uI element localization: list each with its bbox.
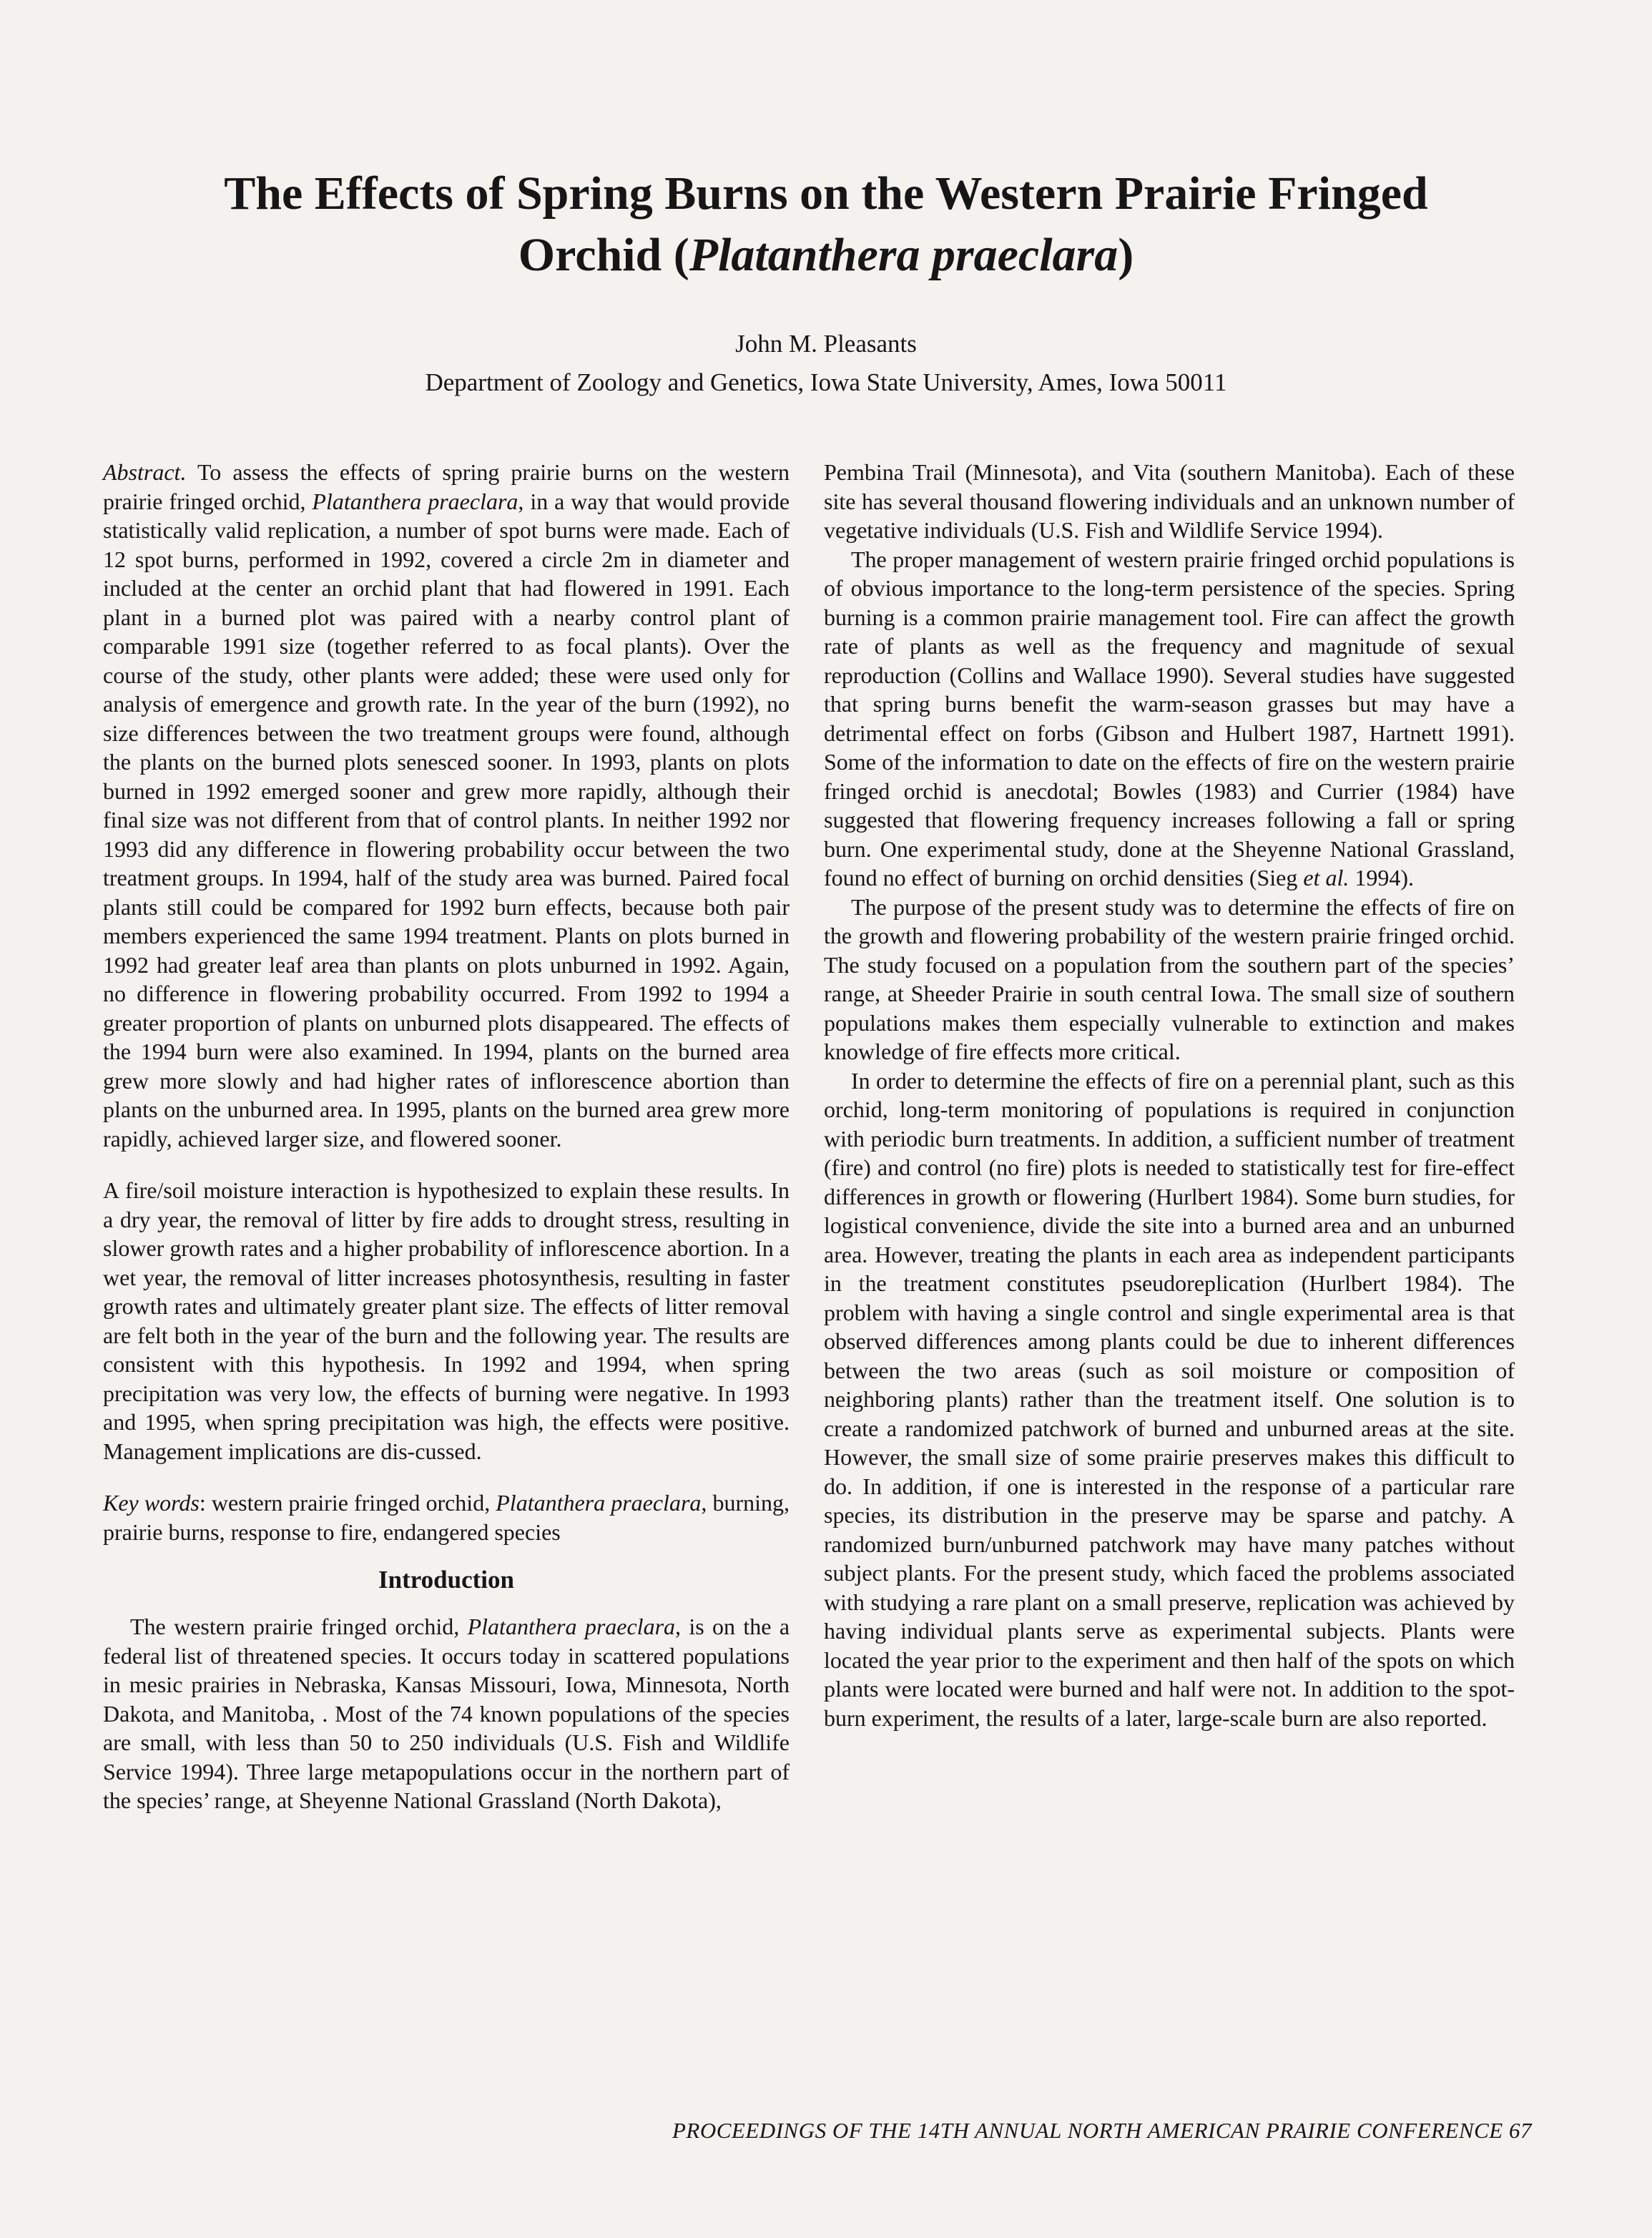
right-column (824, 458, 1515, 1732)
introduction-paragraph-1: The western prairie fringed orchid, Platanthera praeclara, is on the a federal list of threatened species. It occurs today in scattered populations in mesic prairies in Nebraska, Kansas Missouri, Iowa, Minnesota, North Dakota, and Manitoba, . Most of the 74 known populations of the species are small, with less than 50 to 250 individuals (U.S. Fish and Wildlife Service 1994). Three large metapopulations occur in the northern part of the species’ range, at Sheyenne National Grassland (North Dakota), (103, 1614, 790, 1813)
introduction-paragraph-4: In order to determine the effects of fire on a perennial plant, such as this orchid, long-term monitoring of populations is required in conjunction with periodic burn treatments. In addition, a sufficient number of treatment (fire) and control (no fire) plots is needed to statistically test for fire-effect differences in growth or flowering (Hurlbert 1984). Some burn studies, for logistical convenience, divide the site into a burned area and an unburned area. However, treating the plants in each area as independent participants in the treatment constitutes pseudoreplication (Hurlbert 1984). The problem with having a single control and single experimental area is that observed differences among plants could be due to inherent differences between the two areas (such as soil moisture or composition of neighboring plants) rather than the treatment itself. One solution is to create a randomized patchwork of burned and unburned areas at the site. However, the small size of some prairie preserves makes this difficult to do. In addition, if one is interested in the response of a particular rare species, its distribution in the preserve may be sparse and patchy. A randomized burn/unburned patchwork may have many patches without subject plants. For the present study, which faced the problems associated with studying a rare plant on a small preserve, replication was achieved by having individual plants serve as experimental subjects. Plants were located the year prior to the experiment and then half of the spots on which plants were located were burned and half were not. In addition to the spot-burn experiment, the results of a later, large-scale burn are also reported. (824, 1067, 1515, 1731)
keywords: Key words: western prairie fringed orchid, Platanthera praeclara, burning, prairie burns, response to fire, endangered species (103, 1490, 790, 1545)
author-name: John M. Pleasants (735, 330, 917, 358)
abstract-species: Platanthera praeclara (312, 488, 518, 514)
abstract-paragraph-2: A fire/soil moisture interaction is hypothesized to explain these results. In a dry year, the removal of litter by fire adds to drought stress, resulting in slower growth rates and a higher probability of inflorescence abortion. In a wet year, the removal of litter increases photosynthesis, resulting in faster growth rates and ultimately greater plant size. The effects of litter removal are felt both in the year of the burn and the following year. The results are consistent with this hypothesis. In 1992 and 1994, when spring precipitation was very low, the effects of burning were negative. In 1993 and 1995, when spring precipitation was high, the effects were positive. Management implications are dis-cussed. (103, 1177, 790, 1464)
keywords-label: Key words (103, 1490, 200, 1516)
page-footer (672, 2117, 1532, 2144)
introduction-paragraph-2: The proper management of western prairie fringed orchid populations is of obvious importance to the long-term persistence of the species. Spring burning is a common prairie management tool. Fire can affect the growth rate of plants as well as the frequency and magnitude of sexual reproduction (Collins and Wallace 1990). Several studies have suggested that spring burns benefit the warm-season grasses but may have a detrimental effect on forbs (Gibson and Hulbert 1987, Hartnett 1991). Some of the information to date on the effects of fire on the western prairie fringed orchid is anecdotal; Bowles (1983) and Currier (1984) have suggested that flowering frequency increases following a fall or spring burn. One experimental study, done at the Sheyenne National Grassland, found no effect of burning on orchid densities (Sieg et al. 1994). (824, 546, 1515, 890)
keywords-species: Platanthera praeclara (496, 1490, 702, 1516)
introduction-paragraph-1-continued: Pembina Trail (Minnesota), and Vita (southern Manitoba). Each of these site has several thousand flowering individuals and an unknown number of vegetative individuals (U.S. Fish and Wildlife Service 1994). (824, 459, 1515, 543)
title-line-2 (518, 229, 1134, 281)
title-line-2-plain: Orchid ( (518, 229, 689, 281)
page-number: 67 (1509, 2118, 1532, 2143)
running-title: PROCEEDINGS OF THE 14TH ANNUAL NORTH AMERICAN PRAIRIE CONFERENCE (672, 2118, 1503, 2143)
introduction-heading: Introduction (378, 1566, 514, 1594)
introduction-species: Platanthera praeclara (467, 1614, 676, 1639)
author-affiliation: Department of Zoology and Genetics, Iowa State University, Ames, Iowa 50011 (425, 368, 1227, 396)
title-line-1: The Effects of Spring Burns on the Western Prairie Fringed (224, 167, 1428, 220)
introduction-paragraph-3: The purpose of the present study was to determine the effects of fire on the growth and flowering probability of the western prairie fringed orchid. The study focused on a population from the southern part of the species’ range, at Sheeder Prairie in south central Iowa. The small size of southern populations makes them especially vulnerable to extinction and makes knowledge of fire effects more critical. (824, 893, 1515, 1064)
paper-title (0, 163, 1652, 286)
left-column (103, 458, 790, 1815)
title-line-2-end: ) (1118, 229, 1134, 281)
title-species: Platanthera praeclara (689, 229, 1118, 281)
et-al: et al. (1303, 865, 1349, 890)
abstract-label: Abstract. (103, 459, 187, 485)
abstract-paragraph-1: Abstract. To assess the effects of spring prairie burns on the western prairie fringed orchid, Platanthera praeclara, in a way that would provide statistically valid replication, a number of spot burns were made. Each of 12 spot burns, performed in 1992, covered a circle 2m in diameter and included at the center an orchid plant that had flowered in 1991. Each plant in a burned plot was paired with a nearby control plant of comparable 1991 size (together referred to as focal plants). Over the course of the study, other plants were added; these were used only for analysis of emergence and growth rate. In the year of the burn (1992), no size differences between the two treatment groups were found, although the plants on the burned plots senesced sooner. In 1993, plants on plots burned in 1992 emerged sooner and grew more rapidly, although their final size was not different from that of control plants. In neither 1992 nor 1993 did any difference in flowering probability occur between the two treatment groups. In 1994, half of the study area was burned. Paired focal plants still could be compared for 1992 burn effects, because both pair members experienced the same 1994 treatment. Plants on plots burned in 1992 had greater leaf area than plants on plots unburned in 1992. Again, no difference in flowering probability occurred. From 1992 to 1994 a greater proportion of plants on unburned plots disappeared. The effects of the 1994 burn were also examined. In 1994, plants on the burned area grew more slowly and had higher rates of inflorescence abortion than plants on the unburned area. In 1995, plants on the burned area grew more rapidly, achieved larger size, and flowered sooner. (103, 459, 790, 1152)
